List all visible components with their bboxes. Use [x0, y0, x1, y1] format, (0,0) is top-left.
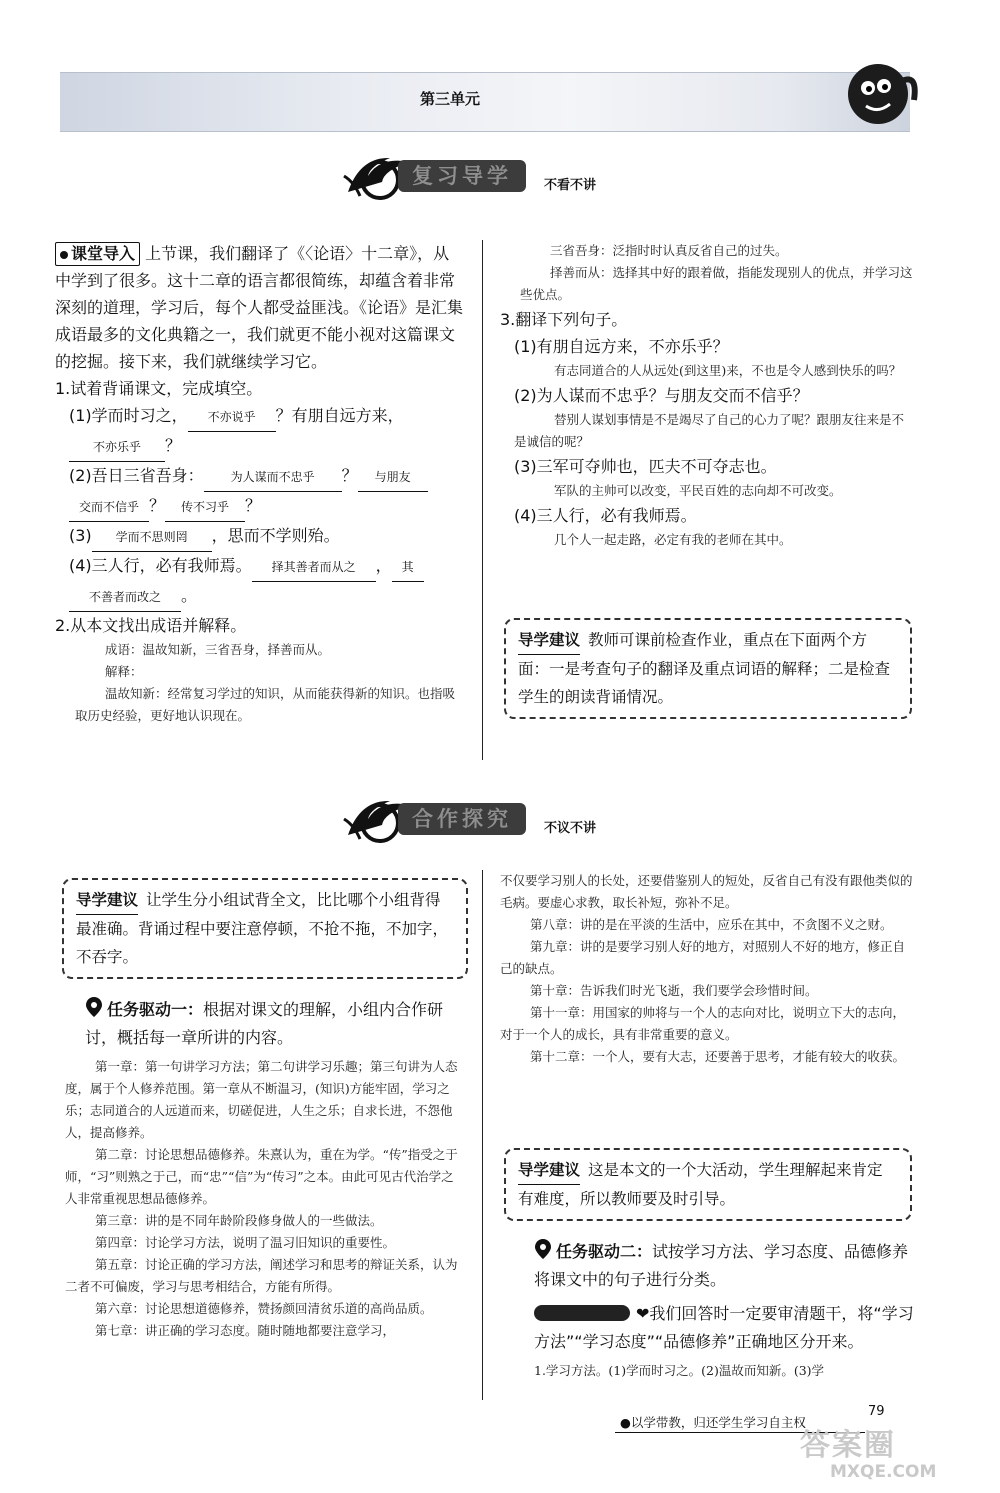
question-2: 2.从本文找出成语并解释。: [55, 616, 247, 635]
location-pin-icon: [534, 1238, 552, 1260]
tip-box: [62, 878, 468, 979]
footer-slogan: ●以学带教，归还学生学习自主权: [620, 1415, 806, 1430]
answer-blank: 其: [392, 554, 424, 582]
translation: 几个人一起走路，必定有我的老师在其中。: [554, 532, 792, 547]
unit-title: 第三单元: [420, 90, 481, 108]
tip-box: [504, 1148, 912, 1221]
intro-paragraph: [55, 240, 465, 375]
tip-text: 让学生分小组试背全文，比比哪个小组背得最准确。背诵过程中要注意停顿，不抢不拖，不加字，不吞字。: [76, 891, 449, 966]
question-1: 1.试着背诵课文，完成填空。: [55, 379, 263, 398]
answer-text: 择善而从：选择其中好的跟着做，指能发现别人的优点，并学习这些优点。: [520, 265, 913, 302]
sentence: (4)三人行，必有我师焉。: [514, 506, 697, 525]
sentence: (1)有朋自远方来，不亦乐乎？: [514, 337, 729, 356]
intro-tag: 课堂导入: [55, 242, 140, 266]
fill-2: (2)吾日三省吾身： 为人谋而不忠乎 ？ 与朋友 交而不信乎 ？ 传不习乎 ？: [55, 462, 465, 522]
right-column-2b: [500, 1238, 915, 1382]
tip-label: 导学建议: [518, 626, 580, 655]
column-divider: [482, 240, 483, 760]
intro-text: 上节课，我们翻译了《〈论语〉十二章》，从中学到了很多。这十二章的语言都很简练，却蕴含着非常深刻的道理，学习后，每个人都受益匪浅。《论语》是汇集成语最多的文化典籍之一，我们就更不能小视对这篇课文的挖掘。接下来，我们就继续学习它。: [55, 244, 464, 371]
answer-blank: 学而不思则罔: [92, 524, 212, 552]
sentence: (3)三军可夺帅也，匹夫不可夺志也。: [514, 457, 777, 476]
hint: ❤我们回答时一定要审清题干，将“学习方法”“学习态度”“品德修养”正确地区分开来。: [534, 1304, 914, 1351]
translation: 军队的主帅可以改变，平民百姓的志向却不可改变。: [554, 483, 842, 498]
right-column-2: [500, 870, 915, 1068]
answer-text: 三省吾身：泛指时时认真反省自己的过失。: [550, 243, 788, 258]
chapter-summary: 第一章：第一句讲学习方法；第二句讲学习乐趣；第三句讲为人态度，属于个人修养范围。第一章从不断温习，(知识)方能牢固，学习之乐；志同道合的人远道而来，切磋促进，人生之乐；自求长进，不怨他人，提高修养。 第二章：讨论思想品德修养。朱熹认为，重在为学。“传”指受之于师，“习”则熟之于己，而“忠”“信”为“传习”之本。由此可见古代治学之人非常重视思想品德修养。 第三章：讲的是不同年龄阶段修身做人的一些做法。 第四章：讨论学习方法，说明了温习旧知识的重要性。 第五章：讨论正确的学习方法，阐述学习和思考的辩证关系，认为二者不可偏废，学习与思考相结合，方能有所得。 第六章：讨论思想道德修养，赞扬颜回清贫乐道的高尚品质。 第七章：讲正确的学习态度。随时随地都要注意学习，: [65, 1059, 458, 1338]
banner-title: 合作探究: [398, 803, 526, 835]
section-banner-explore: [340, 795, 670, 845]
answer-blank: 不亦乐乎: [69, 434, 165, 462]
chapter-summary: 不仅要学习别人的长处，还要借鉴别人的短处，反省自己有没有跟他类似的毛病。要虚心求教，取长补短，弥补不足。: [500, 873, 913, 910]
tip-label: 导学建议: [76, 886, 138, 915]
location-pin-icon: [85, 996, 103, 1018]
answer-blank: 不亦说乎: [188, 404, 276, 432]
watermark-logo: 答案圈: [800, 1428, 896, 1463]
answer-2: 成语：温故知新，三省吾身，择善而从。 解释：: [105, 642, 331, 679]
right-column-1: [500, 240, 915, 551]
watermark-url: MXQE.COM: [830, 1462, 937, 1482]
answer-blank: 不善者而改之: [69, 584, 181, 612]
banner-note: 不议不讲: [544, 821, 597, 836]
answer-2-explain: 温故知新：经常复习学过的知识，从而能获得新的知识。也指吸取历史经验，更好地认识现在。: [75, 686, 456, 723]
tip-label: 导学建议: [518, 1156, 580, 1185]
question-3: 3.翻译下列句子。: [500, 310, 628, 329]
answer-blank: 与朋友: [358, 464, 428, 492]
translation: 有志同道合的人从远处(到这里)来，不也是令人感到快乐的吗？: [554, 363, 902, 378]
fill-3: (3) 学而不思则罔 ，思而不学则殆。: [55, 522, 465, 552]
task-2: 任务驱动二：试按学习方法、学习态度、品德修养将课文中的句子进行分类。: [500, 1238, 915, 1294]
task-1: 任务驱动一：根据对课文的理解，小组内合作研讨，概括每一章所讲的内容。: [55, 996, 465, 1052]
fill-1: (1)学而时习之， 不亦说乎 ？有朋自远方来， 不亦乐乎 ？: [55, 402, 465, 462]
answer-text: 1.学习方法。(1)学而时习之。(2)温故而知新。(3)学: [534, 1363, 825, 1378]
section-banner-review: [340, 152, 670, 202]
page-number: 79: [868, 1404, 885, 1419]
tip-text: 这是本文的一个大活动，学生理解起来肯定有难度，所以教师要及时引导。: [518, 1161, 883, 1208]
left-column-1: [55, 240, 465, 727]
answer-blank: 交而不信乎: [69, 494, 149, 522]
banner-note: 不看不讲: [544, 178, 597, 193]
fill-4: (4)三人行，必有我师焉。 择其善者而从之 ， 其 不善者而改之 。: [55, 552, 465, 612]
tip-text: 教师可课前检查作业，重点在下面两个方面：一是考查句子的翻译及重点词语的解释；二是检查学生的朗读背诵情况。: [518, 631, 891, 706]
left-column-2: [55, 996, 465, 1342]
answer-blank: 为人谋而不忠乎: [204, 464, 342, 492]
translation: 替别人谋划事情是不是竭尽了自己的心力了呢？跟朋友往来是不是诚信的呢？: [514, 412, 905, 449]
answer-blank: 传不习乎: [165, 494, 245, 522]
banner-title: 复习导学: [398, 160, 526, 192]
mascot-icon: [838, 52, 924, 138]
header-band: [60, 72, 910, 132]
column-divider: [482, 870, 483, 1400]
chapter-summary: 第八章：讲的是在平淡的生活中，应乐在其中，不贪图不义之财。 第九章：讲的是要学习别人好的地方，对照别人不好的地方，修正自己的缺点。 第十章：告诉我们时光飞逝，我们要学会珍惜时间。 第十一章：用国家的帅将与一个人的志向对比，说明立下大的志向，对于一个人的成长，具有非常重要的意义。 第十二章：一个人，要有大志，还要善于思考，才能有较大的收获。: [500, 917, 906, 1064]
sentence: (2)为人谋而不忠乎？与朋友交而不信乎？: [514, 386, 809, 405]
heart-icon: ❤: [636, 1304, 650, 1323]
tip-box: [504, 618, 912, 719]
hint-label-blot: [534, 1305, 630, 1321]
answer-blank: 择其善者而从之: [252, 554, 376, 582]
